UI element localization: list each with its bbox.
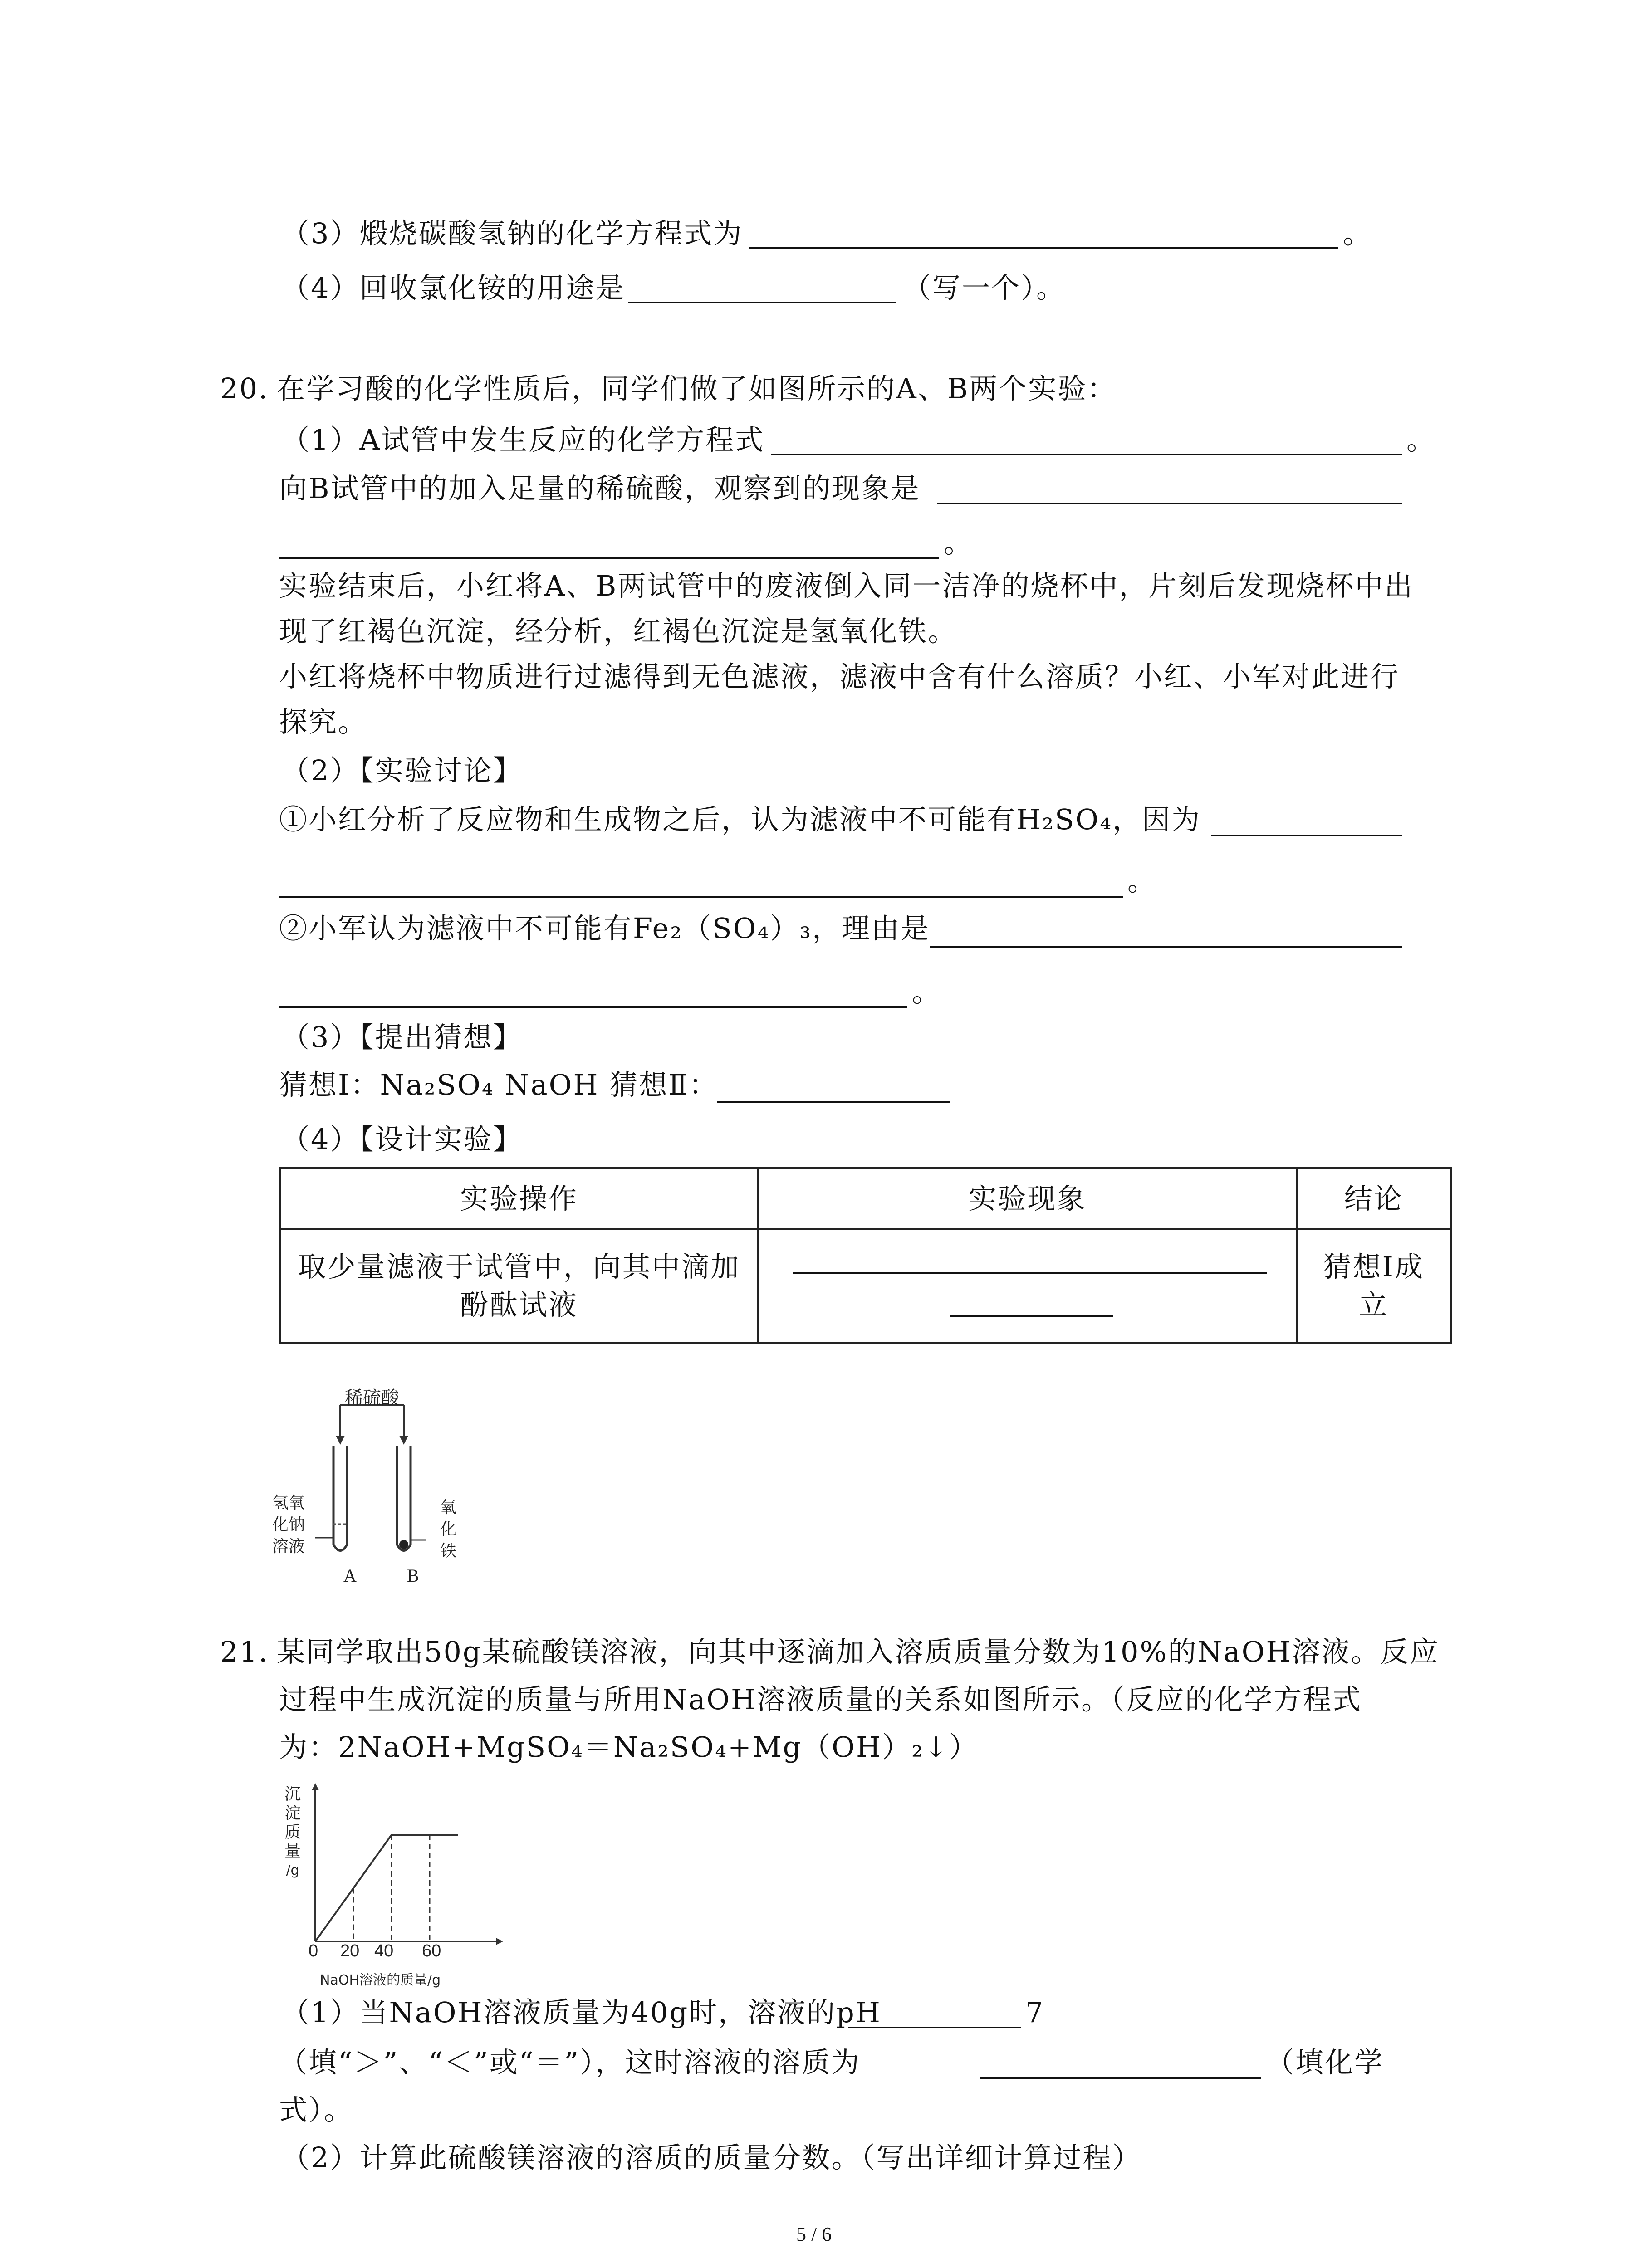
q19-part3-end: 。: [1343, 217, 1373, 250]
q20-para1-line2: 现了红褐色沉淀，经分析，红褐色沉淀是氢氧化铁。: [279, 615, 958, 648]
q20-discussion2-blank2[interactable]: [279, 1006, 907, 1008]
q20-part1: （1）A试管中发生反应的化学方程式: [281, 423, 765, 456]
page-number: 5 / 6: [796, 2223, 832, 2245]
chart-ylabel: 沉 淀 质 量 /g: [284, 1785, 301, 1878]
phenomenon-blank-2[interactable]: [950, 1315, 1113, 1317]
q21-line3: 为：2NaOH+MgSO₄＝Na₂SO₄+Mg（OH）₂↓）: [279, 1730, 979, 1764]
figure-right-label: 氧 化 铁: [440, 1498, 457, 1560]
table-header-operation: 实验操作: [280, 1168, 758, 1229]
precipitate-chart: [279, 1776, 551, 1984]
q20-stem: 在学习酸的化学性质后，同学们做了如图所示的A、B两个实验：: [277, 372, 1117, 405]
q20-discussion2-blank[interactable]: [930, 946, 1402, 948]
q19-part4: （4）回收氯化铵的用途是: [281, 271, 625, 304]
chart-tick-20: 20: [340, 1941, 360, 1960]
q20-para1-line1: 实验结束后，小红将A、B两试管中的废液倒入同一洁净的烧杯中，片刻后发现烧杯中出: [279, 569, 1414, 602]
phenomenon-blank-1[interactable]: [793, 1272, 1267, 1274]
q21-line2: 过程中生成沉淀的质量与所用NaOH溶液质量的关系如图所示。（反应的化学方程式: [279, 1683, 1362, 1716]
chart-tick-40: 40: [374, 1941, 394, 1960]
table-header-phenomenon: 实验现象: [758, 1168, 1297, 1229]
table-cell-conclusion: 猜想Ⅰ成 立: [1297, 1229, 1451, 1343]
q20-part2: （2）【实验讨论】: [281, 754, 523, 787]
q21-part1: （1）当NaOH溶液质量为40g时，溶液的pH: [281, 1996, 882, 2029]
q20-discussion2-end: 。: [912, 975, 942, 1008]
q20-discussion1-blank[interactable]: [1211, 835, 1402, 836]
experiment-table: [279, 1167, 1452, 1344]
chart-y-arrow: [312, 1783, 319, 1790]
q21-part1b-blank[interactable]: [980, 2077, 1261, 2079]
table-header-conclusion: 结论: [1297, 1168, 1451, 1229]
q20-part1b-blank[interactable]: [937, 503, 1402, 504]
table-cell-phenomenon[interactable]: [758, 1229, 1297, 1343]
q20-part1-end: 。: [1406, 423, 1436, 456]
tube-b-solid: [399, 1540, 408, 1549]
q19-part3-blank[interactable]: [749, 247, 1338, 249]
q20-part3: （3）【提出猜想】: [281, 1021, 523, 1054]
q21-part1c: 式）。: [279, 2093, 354, 2126]
q21-line1: 某同学取出50g某硫酸镁溶液，向其中逐滴加入溶质质量分数为10%的NaOH溶液。反应: [277, 1635, 1440, 1668]
figure-acid-label: 稀硫酸: [345, 1388, 399, 1408]
q20-part1b-end: 。: [944, 526, 974, 559]
chart-tick-60: 60: [422, 1941, 441, 1960]
test-tube-figure: [272, 1388, 508, 1606]
q21-part1-blank[interactable]: [848, 2027, 1021, 2028]
figure-tube-a-label: A: [343, 1565, 357, 1586]
q20-part1-blank[interactable]: [771, 454, 1402, 455]
q20-guess: 猜想Ⅰ：Na₂SO₄ NaOH 猜想Ⅱ：: [279, 1068, 719, 1101]
q20-part4: （4）【设计实验】: [281, 1123, 523, 1156]
q20-discussion1: ①小红分析了反应物和生成物之后，认为滤液中不可能有H₂SO₄，因为: [279, 803, 1201, 836]
q20-para2-line2: 探究。: [279, 705, 368, 738]
figure-tube-b-label: B: [407, 1565, 419, 1586]
chart-x-arrow: [496, 1938, 503, 1945]
chart-xlabel: NaOH溶液的质量/g: [320, 1972, 441, 1988]
arrow-a-head: [336, 1436, 345, 1445]
q20-discussion1-blank2[interactable]: [279, 896, 1123, 898]
q20-number: 20.: [220, 372, 269, 405]
tube-a: [333, 1446, 347, 1551]
q21-number: 21.: [220, 1635, 269, 1668]
tube-b: [397, 1446, 411, 1551]
q20-para2-line1: 小红将烧杯中物质进行过滤得到无色滤液，滤液中含有什么溶质？小红、小军对此进行: [279, 660, 1400, 693]
q21-part1b-end: （填化学: [1266, 2046, 1384, 2079]
chart-tick-0: 0: [309, 1941, 318, 1960]
arrow-b-head: [399, 1436, 408, 1445]
q21-part1b: （填“＞”、“＜”或“＝”），这时溶液的溶质为: [279, 2046, 861, 2079]
q21-part1-end: 7: [1025, 1996, 1045, 2029]
q20-part1b: 向B试管中的加入足量的稀硫酸，观察到的现象是: [279, 472, 921, 505]
chart-series-line: [315, 1835, 458, 1941]
table-cell-operation: 取少量滤液于试管中，向其中滴加 酚酞试液: [280, 1229, 758, 1343]
q20-discussion1-end: 。: [1127, 864, 1157, 897]
q19-part4-blank[interactable]: [628, 302, 896, 303]
q21-part2: （2）计算此硫酸镁溶液的溶质的质量分数。（写出详细计算过程）: [281, 2141, 1142, 2174]
figure-left-label: 氢氧 化钠 溶液: [272, 1494, 305, 1556]
q20-discussion2: ②小军认为滤液中不可能有Fe₂（SO₄）₃，理由是: [279, 912, 931, 945]
q20-part1b-blank2[interactable]: [279, 557, 939, 559]
q20-guess-blank[interactable]: [717, 1101, 950, 1103]
q19-part3: （3）煅烧碳酸氢钠的化学方程式为: [281, 217, 743, 250]
q19-part4-end: （写一个）。: [903, 271, 1066, 304]
